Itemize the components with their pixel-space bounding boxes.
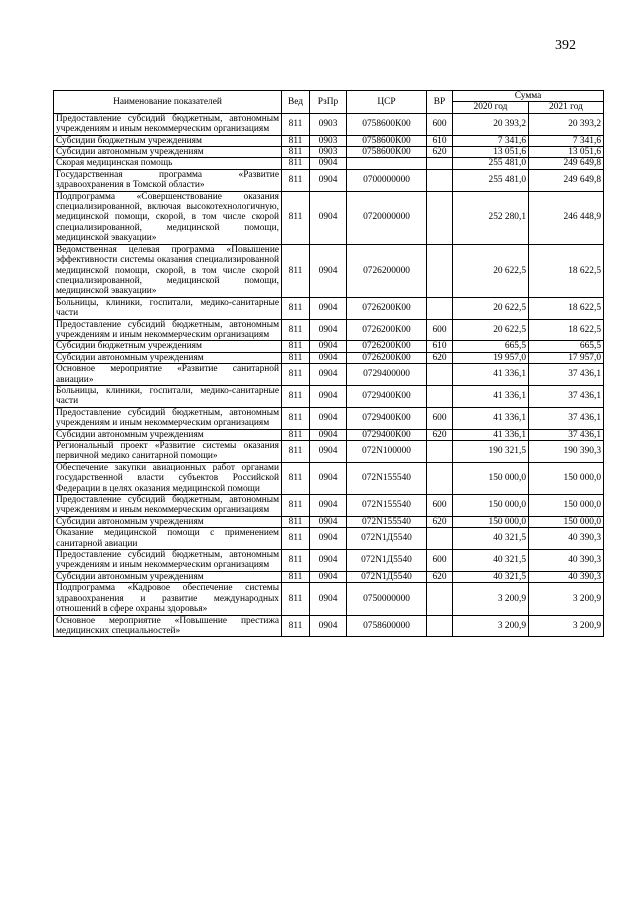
- row-vr: 620: [427, 147, 453, 158]
- row-name: Больницы, клиники, госпитали, медико-санитарные части: [54, 297, 282, 319]
- row-name: Субсидии бюджетным учреждениям: [54, 135, 282, 146]
- row-2020: 40 321,5: [453, 528, 529, 550]
- row-ved: 811: [282, 191, 310, 244]
- row-2020: 41 336,1: [453, 385, 529, 407]
- row-ved: 811: [282, 583, 310, 615]
- row-rzpr: 0903: [310, 135, 347, 146]
- table-row: [54, 319, 604, 341]
- row-2020: 41 336,1: [453, 407, 529, 429]
- row-vr: [427, 244, 453, 297]
- table-body: [54, 113, 604, 637]
- row-csr: 0726200К00: [347, 297, 427, 319]
- row-2021: 150 000,0: [529, 462, 604, 494]
- row-ved: 811: [282, 244, 310, 297]
- header-sum: Сумма: [453, 91, 604, 102]
- row-ved: 811: [282, 341, 310, 352]
- page-number: 392: [555, 38, 576, 53]
- table-row: [54, 441, 604, 463]
- table-row: [54, 385, 604, 407]
- row-2020: 40 321,5: [453, 571, 529, 582]
- table-row: [54, 495, 604, 517]
- table-row: [54, 158, 604, 169]
- row-2021: 18 622,5: [529, 244, 604, 297]
- row-ved: 811: [282, 319, 310, 341]
- row-rzpr: 0904: [310, 385, 347, 407]
- row-ved: 811: [282, 516, 310, 527]
- row-ved: 811: [282, 385, 310, 407]
- row-2021: 20 393,2: [529, 113, 604, 135]
- row-name: Скорая медицинская помощь: [54, 158, 282, 169]
- row-name: Основное мероприятие «Повышение престижа медицинских специальностей»: [54, 615, 282, 637]
- row-vr: 600: [427, 495, 453, 517]
- row-2021: 3 200,9: [529, 615, 604, 637]
- row-2020: 190 321,5: [453, 441, 529, 463]
- row-ved: 811: [282, 571, 310, 582]
- row-vr: 620: [427, 516, 453, 527]
- row-rzpr: 0904: [310, 297, 347, 319]
- row-vr: [427, 191, 453, 244]
- table-row: [54, 341, 604, 352]
- row-2020: 20 622,5: [453, 319, 529, 341]
- row-rzpr: 0904: [310, 550, 347, 572]
- row-rzpr: 0904: [310, 495, 347, 517]
- row-rzpr: 0904: [310, 583, 347, 615]
- row-2020: 41 336,1: [453, 429, 529, 440]
- row-csr: 0726200000: [347, 244, 427, 297]
- row-vr: 600: [427, 113, 453, 135]
- row-ved: 811: [282, 407, 310, 429]
- row-ved: 811: [282, 462, 310, 494]
- row-rzpr: 0904: [310, 429, 347, 440]
- row-2020: 20 622,5: [453, 297, 529, 319]
- row-ved: 811: [282, 441, 310, 463]
- row-ved: 811: [282, 352, 310, 363]
- row-csr: 0729400000: [347, 364, 427, 386]
- row-2021: 3 200,9: [529, 583, 604, 615]
- row-vr: 620: [427, 429, 453, 440]
- row-2020: 19 957,0: [453, 352, 529, 363]
- row-vr: [427, 615, 453, 637]
- row-rzpr: 0904: [310, 191, 347, 244]
- row-csr: 072N1Д5540: [347, 528, 427, 550]
- table-header: [54, 91, 604, 114]
- row-2020: 3 200,9: [453, 615, 529, 637]
- row-name: Основное мероприятие «Развитие санитарной авиации»: [54, 364, 282, 386]
- table-row: [54, 583, 604, 615]
- row-rzpr: 0904: [310, 352, 347, 363]
- row-2020: 20 393,2: [453, 113, 529, 135]
- row-2020: 150 000,0: [453, 462, 529, 494]
- table-row: [54, 528, 604, 550]
- row-2021: 37 436,1: [529, 407, 604, 429]
- row-vr: [427, 169, 453, 191]
- table-row: [54, 550, 604, 572]
- row-rzpr: 0904: [310, 341, 347, 352]
- row-csr: 0720000000: [347, 191, 427, 244]
- row-name: Обеспечение закупки авиационных работ органами государственной власти субъектов Российской Федерации в целях оказания медицинской помощи: [54, 462, 282, 494]
- row-name: Подпрограмма «Кадровое обеспечение системы здравоохранения и развитие международных отношений в сфере охраны здоровья»: [54, 583, 282, 615]
- row-rzpr: 0904: [310, 244, 347, 297]
- row-name: Субсидии автономным учреждениям: [54, 147, 282, 158]
- row-2020: 41 336,1: [453, 364, 529, 386]
- row-csr: 072N1Д5540: [347, 571, 427, 582]
- row-2021: 7 341,6: [529, 135, 604, 146]
- row-csr: 072N1Д5540: [347, 550, 427, 572]
- row-csr: 0700000000: [347, 169, 427, 191]
- table-row: [54, 244, 604, 297]
- row-vr: 610: [427, 135, 453, 146]
- row-vr: [427, 441, 453, 463]
- table-row: [54, 191, 604, 244]
- row-name: Региональный проект «Развитие системы оказания первичной медико санитарной помощи»: [54, 441, 282, 463]
- row-2020: 252 280,1: [453, 191, 529, 244]
- row-vr: [427, 364, 453, 386]
- row-name: Субсидии бюджетным учреждениям: [54, 341, 282, 352]
- row-vr: [427, 583, 453, 615]
- row-csr: 0758600К00: [347, 135, 427, 146]
- row-name: Субсидии автономным учреждениям: [54, 352, 282, 363]
- row-csr: 072N100000: [347, 441, 427, 463]
- row-ved: 811: [282, 297, 310, 319]
- row-rzpr: 0903: [310, 113, 347, 135]
- table-row: [54, 352, 604, 363]
- row-rzpr: 0904: [310, 158, 347, 169]
- row-name: Оказание медицинской помощи с применением санитарной авиации: [54, 528, 282, 550]
- row-2020: 7 341,6: [453, 135, 529, 146]
- table-row: [54, 462, 604, 494]
- row-name: Ведомственная целевая программа «Повышение эффективности системы оказания специализированной медицинской помощи, скорой, в том числе скорой специализированной, медицинской помощи, медицинской эвакуации»: [54, 244, 282, 297]
- row-csr: 0726200К00: [347, 319, 427, 341]
- row-2021: 40 390,3: [529, 571, 604, 582]
- table-row: [54, 147, 604, 158]
- table-row: [54, 516, 604, 527]
- row-rzpr: 0904: [310, 441, 347, 463]
- row-csr: 0729400К00: [347, 407, 427, 429]
- row-csr: 0726200К00: [347, 341, 427, 352]
- row-2021: 246 448,9: [529, 191, 604, 244]
- row-vr: 620: [427, 352, 453, 363]
- row-rzpr: 0904: [310, 364, 347, 386]
- row-2020: 665,5: [453, 341, 529, 352]
- row-name: Предоставление субсидий бюджетным, автономным учреждениям и иным некоммерческим организациям: [54, 407, 282, 429]
- row-2020: 3 200,9: [453, 583, 529, 615]
- row-rzpr: 0904: [310, 615, 347, 637]
- row-ved: 811: [282, 147, 310, 158]
- row-ved: 811: [282, 364, 310, 386]
- row-2021: 40 390,3: [529, 528, 604, 550]
- row-name: Предоставление субсидий бюджетным, автономным учреждениям и иным некоммерческим организациям: [54, 319, 282, 341]
- row-rzpr: 0904: [310, 571, 347, 582]
- row-2021: 18 622,5: [529, 319, 604, 341]
- row-2020: 40 321,5: [453, 550, 529, 572]
- row-2021: 13 051,6: [529, 147, 604, 158]
- row-csr: [347, 158, 427, 169]
- row-ved: 811: [282, 169, 310, 191]
- row-name: Государственная программа «Развитие здравоохранения в Томской области»: [54, 169, 282, 191]
- row-2020: 255 481,0: [453, 158, 529, 169]
- row-ved: 811: [282, 158, 310, 169]
- row-name: Субсидии автономным учреждениям: [54, 571, 282, 582]
- header-ved: Вед: [282, 91, 310, 114]
- row-vr: 600: [427, 407, 453, 429]
- row-csr: 0726200К00: [347, 352, 427, 363]
- row-2020: 150 000,0: [453, 495, 529, 517]
- row-name: Подпрограмма «Совершенствование оказания специализированной, включая высокотехнологичную, медицинской помощи, скорой, в том числе скорой специализированной, медицинской помощи, медицинской эвакуации»: [54, 191, 282, 244]
- row-rzpr: 0904: [310, 169, 347, 191]
- row-2020: 20 622,5: [453, 244, 529, 297]
- row-ved: 811: [282, 550, 310, 572]
- row-vr: 600: [427, 550, 453, 572]
- row-ved: 811: [282, 429, 310, 440]
- table-row: [54, 113, 604, 135]
- row-2021: 37 436,1: [529, 364, 604, 386]
- table-row: [54, 135, 604, 146]
- row-2021: 249 649,8: [529, 169, 604, 191]
- header-vr: ВР: [427, 91, 453, 114]
- table-row: [54, 297, 604, 319]
- row-csr: 0750000000: [347, 583, 427, 615]
- row-ved: 811: [282, 528, 310, 550]
- table-row: [54, 615, 604, 637]
- header-2020: 2020 год: [453, 102, 529, 113]
- row-ved: 811: [282, 495, 310, 517]
- row-2021: 150 000,0: [529, 495, 604, 517]
- row-ved: 811: [282, 135, 310, 146]
- table-row: [54, 407, 604, 429]
- row-vr: [427, 462, 453, 494]
- row-vr: 620: [427, 571, 453, 582]
- row-rzpr: 0904: [310, 407, 347, 429]
- row-2021: 190 390,3: [529, 441, 604, 463]
- row-rzpr: 0904: [310, 319, 347, 341]
- row-csr: 0758600000: [347, 615, 427, 637]
- row-rzpr: 0904: [310, 528, 347, 550]
- row-name: Больницы, клиники, госпитали, медико-санитарные части: [54, 385, 282, 407]
- row-csr: 072N155540: [347, 495, 427, 517]
- header-rzpr: РзПр: [310, 91, 347, 114]
- table-row: [54, 571, 604, 582]
- header-csr: ЦСР: [347, 91, 427, 114]
- row-csr: 0729400К00: [347, 429, 427, 440]
- row-name: Предоставление субсидий бюджетным, автономным учреждениям и иным некоммерческим организациям: [54, 495, 282, 517]
- row-2020: 255 481,0: [453, 169, 529, 191]
- row-csr: 0758600К00: [347, 147, 427, 158]
- header-name: Наименование показателей: [54, 91, 282, 114]
- row-csr: 0729400К00: [347, 385, 427, 407]
- row-vr: [427, 297, 453, 319]
- row-2021: 18 622,5: [529, 297, 604, 319]
- row-name: Предоставление субсидий бюджетным, автономным учреждениям и иным некоммерческим организациям: [54, 113, 282, 135]
- row-vr: 610: [427, 341, 453, 352]
- table-row: [54, 169, 604, 191]
- row-name: Субсидии автономным учреждениям: [54, 429, 282, 440]
- row-2021: 37 436,1: [529, 385, 604, 407]
- row-2021: 17 957,0: [529, 352, 604, 363]
- row-vr: [427, 158, 453, 169]
- row-name: Предоставление субсидий бюджетным, автономным учреждениям и иным некоммерческим организациям: [54, 550, 282, 572]
- row-ved: 811: [282, 113, 310, 135]
- header-2021: 2021 год: [529, 102, 604, 113]
- row-vr: [427, 528, 453, 550]
- row-csr: 072N155540: [347, 516, 427, 527]
- budget-table: [53, 90, 604, 637]
- row-vr: [427, 385, 453, 407]
- table-row: [54, 429, 604, 440]
- row-rzpr: 0903: [310, 147, 347, 158]
- row-ved: 811: [282, 615, 310, 637]
- row-csr: 0758600К00: [347, 113, 427, 135]
- row-2021: 249 649,8: [529, 158, 604, 169]
- row-rzpr: 0904: [310, 516, 347, 527]
- row-2021: 150 000,0: [529, 516, 604, 527]
- row-rzpr: 0904: [310, 462, 347, 494]
- row-2021: 40 390,3: [529, 550, 604, 572]
- row-csr: 072N155540: [347, 462, 427, 494]
- row-2021: 665,5: [529, 341, 604, 352]
- row-2020: 150 000,0: [453, 516, 529, 527]
- row-name: Субсидии автономным учреждениям: [54, 516, 282, 527]
- row-2020: 13 051,6: [453, 147, 529, 158]
- row-2021: 37 436,1: [529, 429, 604, 440]
- table-row: [54, 364, 604, 386]
- row-vr: 600: [427, 319, 453, 341]
